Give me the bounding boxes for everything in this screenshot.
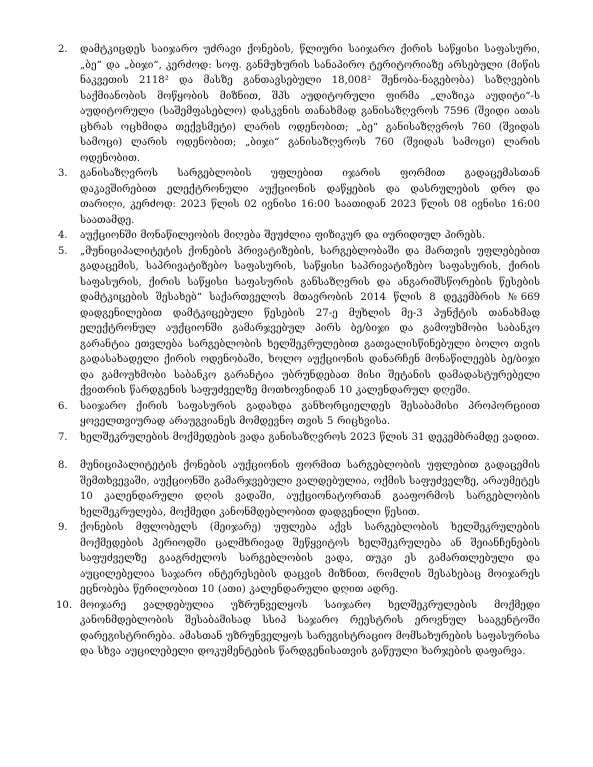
list-item-number: 4. — [58, 230, 68, 241]
list-item-text: ხელშეკრულების მოქმედების ვადა განისაზღვროს 2023 წლის 31 დეკემბრამდე ვადით. — [80, 431, 540, 443]
list-item-text: „მუნიციპალიტეტის ქონების პრივატიზების, სარგებლობაში და მართვის უფლებებით გადაცემის, საპრივატიზებო საფასურის, საწყისი საპრივატიზებო საფასურის, ქირის საფასურის, ქირის საწყისი საფასურის განსაზღვრის და ანგარიშსწორების წესების დამტკიცების შესახებ“ საქართველოს მთავრობის 2014 წლის 8 დეკემბრის №669 დადგენილებით დამტკიცებული წესების 27-ე მუხლის მე-3 პუნქტის თანახმად ელექტრონულ აუქციონში გამარჯვებულ პირს ბე/ბიჯი და გამოუხმობი საბანკო გარანტია ეთვლება სარგებლობის ხელშეკრულებით გათვალისწინებული ბოლო თვის გადასახადელი ქირის ოდენობაში, ხოლო აუქციონის დანარჩენ მონაწილეებს ბე/ბიჯი და გამოუხმობი საბანკო გარანტია უბრუნდებათ მისი შეტანის დამადასტურებელი ქვითრის წარდგენის საფუძველზე მოთხოვნიდან 10 კალენდარულ დღეში. — [80, 245, 540, 396]
list-item-number: 5. — [58, 245, 68, 257]
list-item-number: 2. — [58, 44, 68, 55]
list-item — [58, 244, 540, 399]
numbered-list — [58, 42, 540, 660]
list-item-number: 6. — [58, 400, 68, 412]
list-item — [58, 228, 540, 244]
list-item-number: 7. — [58, 431, 68, 443]
list-item-text: მუნიციპალიტეტის ქონების აუქციონის ფორმით სარგებლობის უფლებით გადაცემის შემთხვევაში, აუქციონში გამარჯვებული ვალდებულია, ოქმის საფუძველზე, არაუმეტეს 10 კალენდარული დღის ვადაში, აუქციონატორთან გააფორმოს სარგებლობის ხელშეკრულება, მოქმედი კანონმდებლობით დადგენილი წესით. — [80, 460, 541, 518]
list-item-number: 8. — [58, 460, 68, 471]
list-item — [58, 458, 540, 520]
list-item — [58, 399, 540, 430]
list-item — [58, 42, 540, 166]
list-item-text: საიჯარო ქირის საფასურის გადახდა განხორციელდეს შესაბამისი პროპორციით ყოველთვიურად არაუგვიანეს მომდევნო თვის 5 რიცხვისა. — [80, 400, 540, 427]
list-item — [58, 520, 540, 598]
list-item-number: 10. — [56, 599, 73, 611]
list-item-text: მოიჯარე ვალდებულია უზრუნველყოს საიჯარო ხელშეკრულების მოქმედი კანონმდებლობის შესაბამისად სსიპ საჯარო რეესტრის ეროვნულ სააგენტოში დარეგისტრირება. ამასთან უზრუნველყოს სარეგისტრაციო მომსახურების საფასურისა და სხვა აუცილებელი დოკუმენტების წარდგენისათვის გაწეული ხარჯების დაფარვა. — [80, 599, 540, 657]
list-item-text: განისაზღვროს სარგებლობის უფლებით იჯარის ფორმით გადაცემასთან დაკავშირებით ელექტრონული აუქციონის დაწყების და დასრულების დრო და თარიღი, კერძოდ: 2023 წლის 02 ივნისი 16:00 საათიდან 2023 წლის 08 ივნისი 16:00 საათამდე. — [80, 168, 540, 226]
list-item-text: დამტკიცდეს საიჯარო უძრავი ქონების, წლიური საიჯარო ქირის საწყისი საფასური, „ბე“ და „ბიჯი“, კერძოდ: სოფ. განმუხურის სანაპირო ტერიტორიაზე არსებული (მიწის ნაკვეთის 2118² და მასზე განთავსებული 18,008² შენობა-ნაგებობა) საზღვების საქმიანობის მოწყობის მიზნით, შპს აუდიტორული ფირმა „ლაზიკა აუდიტი“-ს აუდიტორული (საშემფასებლო) დასკვნის თანახმად განისაზღვროს 7596 (შვიდი ათას ცხრას ოცხმიდა თექვსმეტი) ლარის ოდენობით; „ბე“ განისაზღვროს 760 (შვიდას სამოცი) ლარის ოდენობით; „ბიჯი“ განისაზღვროს 760 (შვიდას სამოცი) ლარის ოდენობით. — [80, 44, 540, 164]
list-item-text: ქონების მფლობელს (მეიჯარე) უფლება აქვს სარგებლობის ხელშეკრულების მოქმედების პერიოდში ცალმხრივად შეწყვიტოს ხელშეკრულება ან შეიანჩენების საფუძველზე გააგრძელოს სარგებლობის ვადა, თუკი ეს გამართლებული და აუცილებელია საჯარო ინტერესების დაცვის მიზნით, რომლის შესახებაც მოიჯარეს ეცნობება წერილობით 10 (ათი) კალენდარული დღით ადრე. — [80, 522, 540, 595]
list-item — [58, 430, 540, 446]
list-item — [58, 598, 540, 660]
list-item — [58, 166, 540, 228]
list-item-text: აუქციონში მონაწილეობის მიღება შეუძლია ფიზიკურ და იურიდიულ პირებს. — [80, 230, 486, 241]
list-item-number: 3. — [58, 168, 68, 179]
list-item-number: 9. — [58, 522, 68, 533]
